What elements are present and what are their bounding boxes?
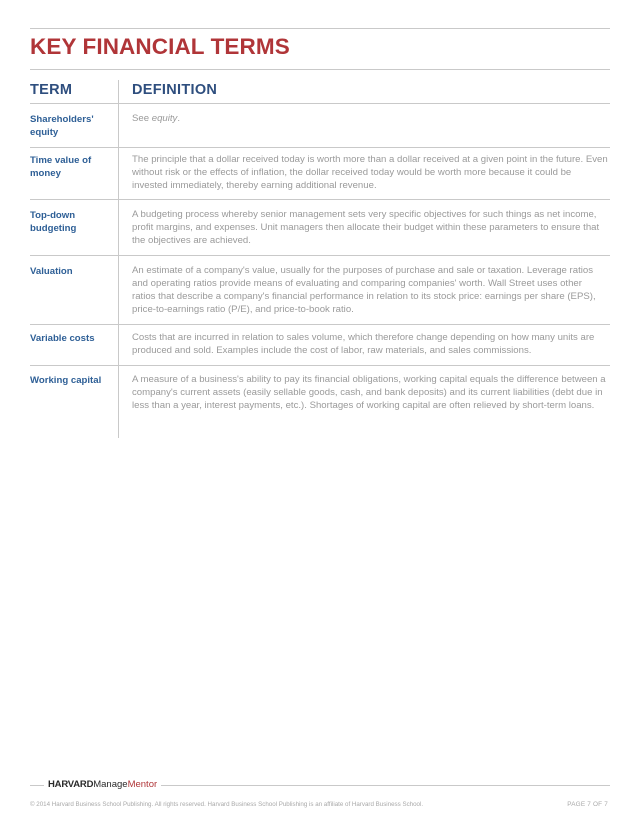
copyright-notice: © 2014 Harvard Business School Publishing. All rights reserved. Harvard Business School Publishing is an affiliate of Harvard Business School. xyxy=(30,801,424,808)
term-definition: A budgeting process whereby senior management sets very specific objectives for such things as net income, profit margins, and expenses. Unit managers then allocate their budget within these parameters to ensure that the objectives are achieved. xyxy=(132,209,600,246)
table-row xyxy=(30,154,610,192)
row-rule xyxy=(30,255,610,256)
term-definition xyxy=(132,113,608,126)
term-label: Time value of money xyxy=(30,155,92,179)
table-row xyxy=(30,265,610,317)
table-row xyxy=(30,209,610,248)
term-label: Top-down budgeting xyxy=(30,210,77,234)
term-definition: The principle that a dollar received today is worth more than a dollar received at a given point in the future. Even without risk or the effects of inflation, the dollar received today would be worth more because it could be invested immediately, thereby earning additional revenue. xyxy=(132,154,608,191)
term-label: Valuation xyxy=(30,266,73,277)
term-definition: A measure of a business's ability to pay its financial obligations, working capital equals the difference between a company's current assets (easily sellable goods, cash, and bank deposits) and its current liabilities (debt due in less than a year, interest payments, etc.). Shortages of working capital are often relieved by short-term loans. xyxy=(132,374,606,411)
row-rule xyxy=(30,365,610,366)
page-number: PAGE 7 OF 7 xyxy=(567,801,608,808)
page-title: KEY FINANCIAL TERMS xyxy=(30,34,290,59)
cross-reference-link[interactable]: equity xyxy=(151,113,178,124)
logo-harvard-text: HARVARD xyxy=(48,779,94,790)
row-rule xyxy=(30,199,610,200)
term-label: Working capital xyxy=(30,375,102,386)
table-row xyxy=(30,332,610,358)
table-row xyxy=(30,113,610,140)
row-rule xyxy=(30,147,610,148)
top-rule xyxy=(30,28,610,29)
term-definition: Costs that are incurred in relation to sales volume, which therefore change depending on how many units are produced and sold. Examples include the cost of labor, raw materials, and sales commissions. xyxy=(132,332,595,356)
term-label: Shareholders' equity xyxy=(30,114,94,138)
title-rule xyxy=(30,69,610,70)
column-header-definition: DEFINITION xyxy=(132,82,218,98)
header-rule xyxy=(30,103,610,104)
term-definition: An estimate of a company's value, usually for the purposes of purchase and sale or taxation. Leverage ratios and operating ratios provide means of evaluating and comparing companies' worth. Wall Street uses other ratios that describe a company's financial performance in relation to its stock price: earnings per share (EPS), price-to-earnings ratio (P/E), and price-to-book ratio. xyxy=(132,265,596,315)
see-suffix: . xyxy=(177,113,181,124)
logo-mentor-text: Mentor xyxy=(127,779,158,790)
see-prefix: See xyxy=(132,113,152,124)
harvard-managementor-logo xyxy=(44,779,161,791)
term-label: Variable costs xyxy=(30,333,95,344)
row-rule xyxy=(30,324,610,325)
logo-manage-text: Manage xyxy=(93,779,128,790)
column-header-term: TERM xyxy=(30,82,73,98)
table-row xyxy=(30,374,610,426)
